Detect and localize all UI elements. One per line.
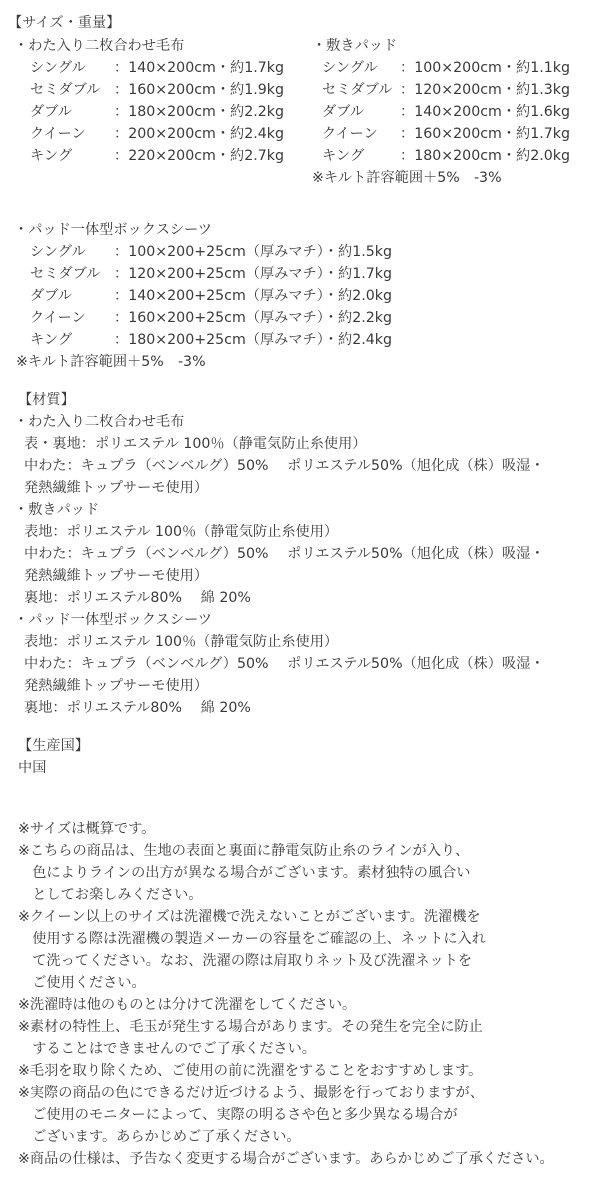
material-line: 中わた：キュプラ（ベンベルグ）50% ポリエステル50%（旭化成（株）吸湿・	[24, 546, 545, 562]
note-line: することはできませんのでご了承ください。	[18, 1041, 316, 1057]
note-line: ※サイズは概算です。	[18, 821, 156, 837]
pad-quilt-note: ※キルト許容範囲＋5% -3%	[312, 170, 502, 186]
note-line: ※商品の仕様は、予告なく変更する場合がございます。あらかじめご了承ください。	[18, 1151, 554, 1167]
material-line: 中わた：キュプラ（ベンベルグ）50% ポリエステル50%（旭化成（株）吸湿・	[24, 656, 545, 672]
note-line: ございます。あらかじめご了承ください。	[18, 1129, 301, 1145]
origin-heading: 【生産国】	[18, 738, 89, 754]
note-line: としてお楽しみください。	[18, 887, 203, 903]
note-line: 色によりラインの出方が異なる場合がございます。素材独特の風合い	[18, 865, 471, 881]
material-line: 発熱繊維トップサーモ使用）	[24, 568, 209, 584]
material-line: 発熱繊維トップサーモ使用）	[24, 678, 209, 694]
sheet-quilt-note: ※キルト許容範囲＋5% -3%	[16, 354, 206, 370]
material-line: 中わた：キュプラ（ベンベルグ）50% ポリエステル50%（旭化成（株）吸湿・	[24, 458, 545, 474]
note-line: て洗ってください。なお、洗濯の際は肩取りネット及び洗濯ネットを	[18, 953, 473, 969]
note-line: ※こちらの商品は、生地の表面と裏面に静電気防止糸のラインが入り、	[18, 843, 470, 859]
material-line: 裏地：ポリエステル80% 綿 20%	[24, 700, 251, 716]
note-line: 使用する際は洗濯機の製造メーカーの容量をご確認の上、ネットに入れ	[18, 931, 486, 947]
note-line: ※毛羽を取り除くため、ご使用の前に洗濯をすることをおすすめします。	[18, 1063, 483, 1079]
note-line: ご使用ください。	[18, 975, 146, 991]
pad-size-title: ・敷きパッド	[312, 38, 398, 54]
blanket-size-title: ・わた入り二枚合わせ毛布	[14, 38, 185, 54]
material-line: 表地：ポリエステル 100％（静電気防止糸使用）	[24, 634, 339, 650]
note-line: ※洗濯時は他のものとは分けて洗濯をしてください。	[18, 997, 357, 1013]
sheet-size-title: ・パッド一体型ボックスシーツ	[14, 222, 212, 238]
material-line: 裏地：ポリエステル80% 綿 20%	[24, 590, 251, 606]
note-line: ご使用のモニターによって、実際の明るさや色と多少異なる場合が	[18, 1107, 458, 1123]
note-line: ※素材の特性上、毛玉が発生する場合があります。その発生を完全に防止	[18, 1019, 483, 1035]
note-line: ※実際の商品の色にできるだけ近づけるよう、撮影を行っておりますが、	[18, 1085, 484, 1101]
material-blanket-title: ・わた入り二枚合わせ毛布	[14, 414, 185, 430]
material-line: 発熱繊維トップサーモ使用）	[24, 480, 209, 496]
origin-value: 中国	[18, 760, 47, 776]
size-weight-heading: 【サイズ・重量】	[8, 15, 121, 31]
material-line: 表地：ポリエステル 100％（静電気防止糸使用）	[24, 524, 339, 540]
material-pad-title: ・敷きパッド	[14, 502, 100, 518]
note-line: ※クイーン以上のサイズは洗濯機で洗えないことがございます。洗濯機を	[18, 909, 481, 925]
material-sheet-title: ・パッド一体型ボックスシーツ	[14, 612, 212, 628]
material-line: 表・裏地：ポリエステル 100％（静電気防止糸使用）	[24, 436, 367, 452]
material-heading: 【材質】	[18, 392, 75, 408]
